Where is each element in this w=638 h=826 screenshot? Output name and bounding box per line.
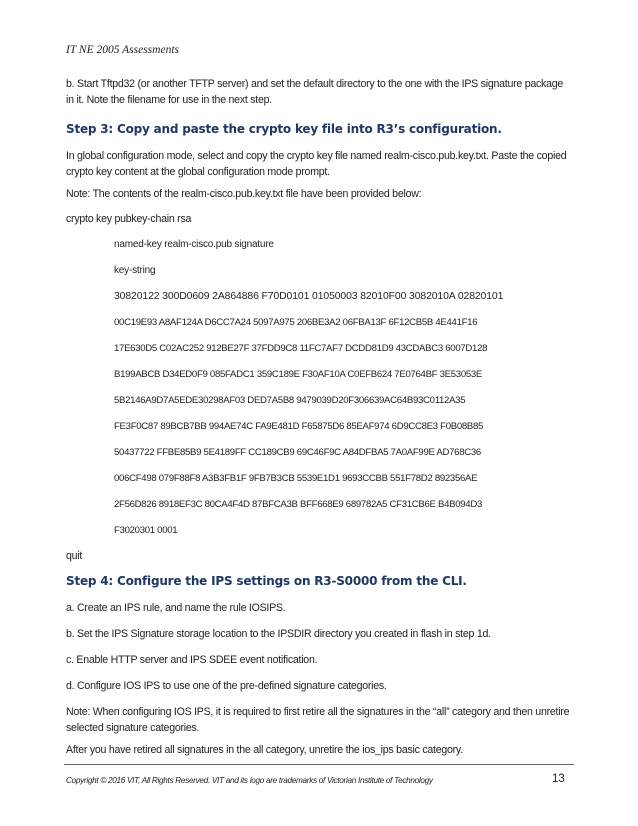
hex-line: B199ABCB D34ED0F9 085FADC1 359C189E F30AF10A C0EFB624 7E0764BF 3E53053E <box>114 369 483 380</box>
step4d-paragraph: d. Configure IOS IPS to use one of the pre-defined signature categories. <box>66 680 387 692</box>
step4c-paragraph: c. Enable HTTP server and IPS SDEE event notification. <box>66 654 318 666</box>
step4b-paragraph: b. Set the IPS Signature storage location to the IPSDIR directory you created in flash in step 1d. <box>66 628 491 640</box>
hex-line: 5B2146A9D7A5EDE30298AF03 DED7A5B8 9479039D20F306639AC64B93C0112A35 <box>114 395 466 406</box>
quit-command: quit <box>66 550 83 562</box>
footer-divider <box>64 764 574 765</box>
footer-copyright: Copyright © 2016 VIT, All Rights Reserved. VIT and its logo are trademarks of Victorian Institute of Technology <box>66 776 433 785</box>
page-number: 13 <box>552 773 565 785</box>
step4-heading: Step 4: Configure the IPS settings on R3-S0000 from the CLI. <box>66 574 467 588</box>
note-key-contents: Note: The contents of the realm-cisco.pub.key.txt file have been provided below: <box>66 188 422 200</box>
hex-line: FE3F0C87 89BCB7BB 994AE74C FA9E481D F65875D6 85EAF974 6D9CC8E3 F0B08B85 <box>114 421 484 432</box>
step2b-paragraph: b. Start Tftpd32 (or another TFTP server) and set the default directory to the one with the IPS signature package in it. Note the filename for use in the next step. <box>66 78 564 106</box>
step3-paragraph: In global configuration mode, select and copy the crypto key file named realm-cisco.pub.key.txt. Paste the copied crypto key content at the global configuration mode prompt. <box>66 150 567 178</box>
step4a-paragraph: a. Create an IPS rule, and name the rule IOSIPS. <box>66 602 286 614</box>
step3-heading: Step 3: Copy and paste the crypto key file into R3’s configuration. <box>66 122 502 136</box>
hex-line: 006CF498 079F88F8 A3B3FB1F 9FB7B3CB 5539E1D1 9693CCBB 551F78D2 892356AE <box>114 473 478 484</box>
running-header: IT NE 2005 Assessments <box>66 44 179 56</box>
unretire-paragraph: After you have retired all signatures in the all category, unretire the ios_ips basic category. <box>66 744 463 756</box>
hex-line: 30820122 300D0609 2A864886 F70D0101 01050003 82010F00 3082010A 02820101 <box>114 291 504 302</box>
named-key-line: named-key realm-cisco.pub signature <box>114 239 274 250</box>
hex-line: 00C19E93 A8AF124A D6CC7A24 5097A975 206BE3A2 06FBA13F 6F12CB5B 4E441F16 <box>114 317 478 328</box>
hex-line: 50437722 FFBE85B9 5E4189FF CC189CB9 69C46F9C A84DFBA5 7A0AF99E AD768C36 <box>114 447 481 458</box>
hex-line: 2F56D826 8918EF3C 80CA4F4D 87BFCA3B BFF668E9 689782A5 CF31CB6E B4B094D3 <box>114 499 483 510</box>
hex-line: F3020301 0001 <box>114 525 178 536</box>
crypto-key-command: crypto key pubkey-chain rsa <box>66 213 192 225</box>
hex-line: 17E630D5 C02AC252 912BE27F 37FDD9C8 11FC7AF7 DCDD81D9 43CDABC3 6007D128 <box>114 343 488 354</box>
key-string-line: key-string <box>114 265 156 276</box>
note-retire-signatures: Note: When configuring IOS IPS, it is required to first retire all the signatures in the “all” category and then unretire selected signature categories. <box>66 706 570 734</box>
